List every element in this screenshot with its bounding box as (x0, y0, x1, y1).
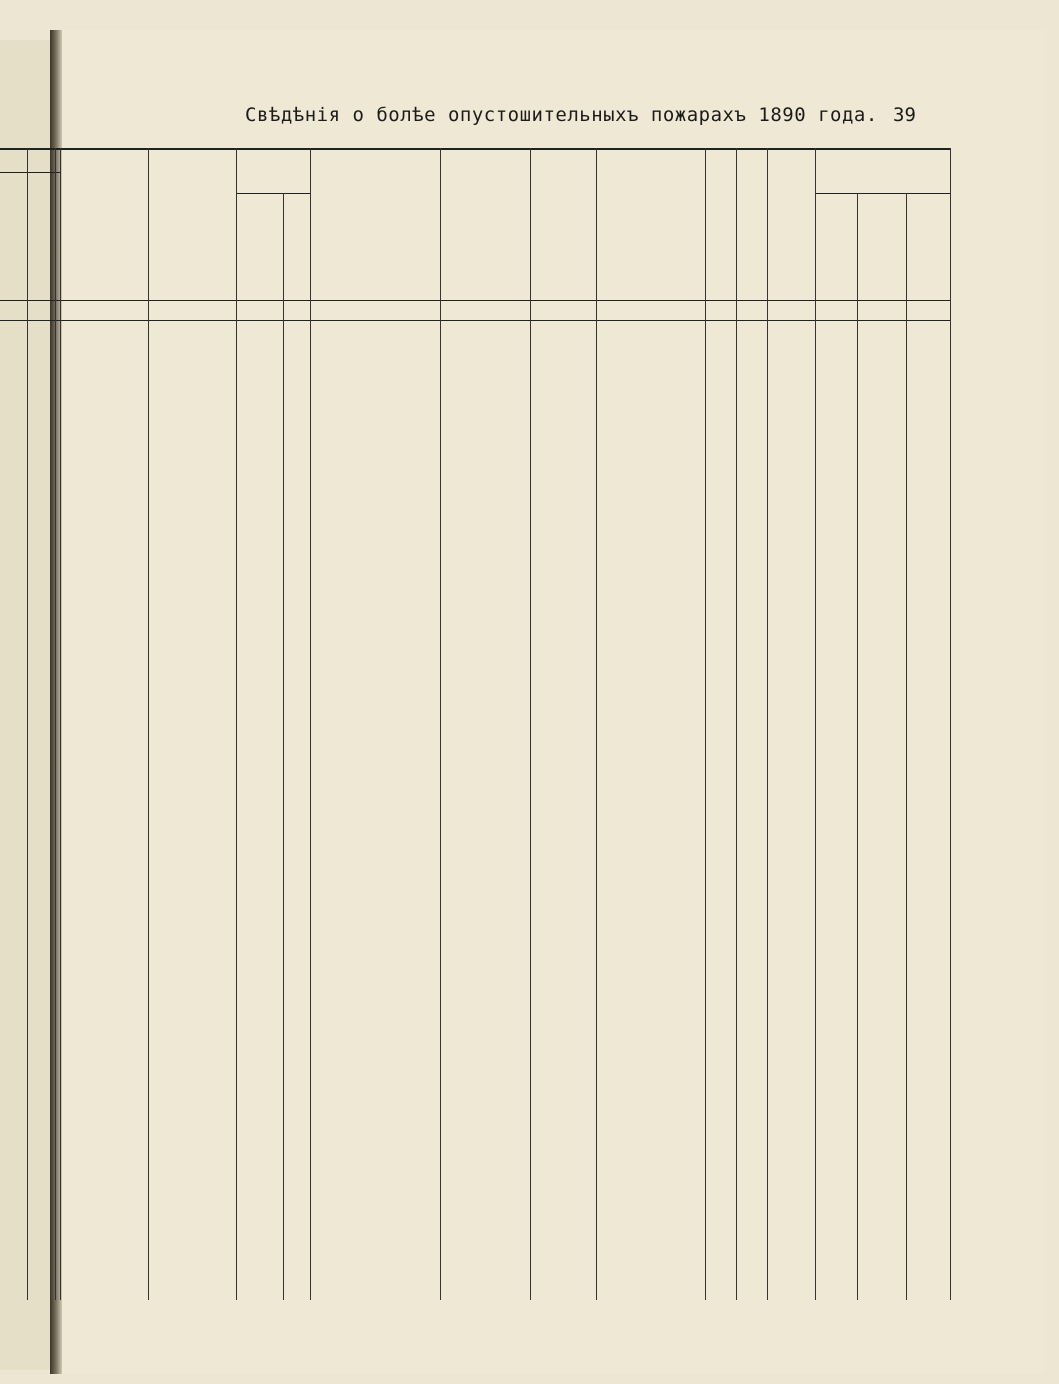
column-rule (705, 148, 706, 1300)
main-page (62, 30, 1044, 1374)
column-rule (736, 148, 737, 1300)
column-rule (148, 148, 149, 1300)
left-sub-rule (0, 172, 60, 173)
colnum-bottom-rule (0, 320, 950, 321)
column-rule (950, 148, 951, 1300)
column-rule (530, 148, 531, 1300)
column-rule (55, 148, 56, 1300)
page-number: 39 (893, 104, 916, 126)
column-rule (236, 148, 237, 1300)
column-rule (310, 148, 311, 1300)
page-title: Свѣдѣнія о болѣе опустошительныхъ пожарахъ 1890 года. (245, 104, 878, 126)
column-rule (857, 193, 858, 1300)
column-rule (283, 193, 284, 1300)
header-bottom-rule (0, 300, 950, 301)
cost-subrule (815, 193, 950, 194)
time-subrule (236, 193, 310, 194)
column-rule (767, 148, 768, 1300)
column-rule (906, 193, 907, 1300)
column-rule (60, 148, 61, 1300)
column-rule (27, 148, 28, 1300)
column-rule (440, 148, 441, 1300)
column-rule (815, 148, 816, 1300)
left-page-edge (0, 40, 51, 1370)
column-rule (596, 148, 597, 1300)
table-top-rule (0, 148, 950, 150)
